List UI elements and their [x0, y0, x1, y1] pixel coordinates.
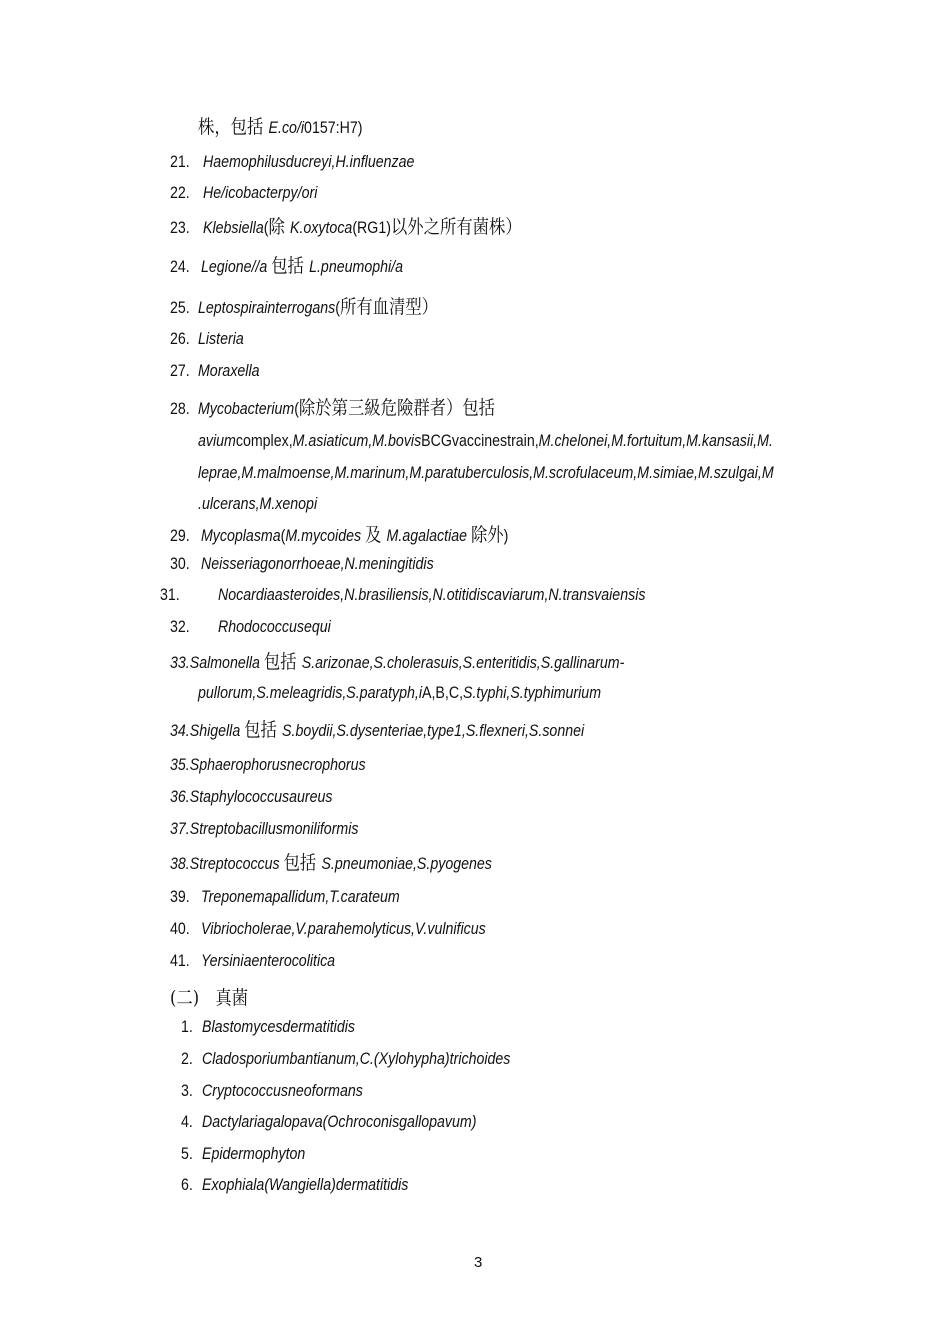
species-name: K.oxytoca	[289, 219, 353, 237]
species-name: M.chelonei,M.fortuitum,M.kansasii,M.	[538, 432, 773, 450]
species-name: S.pneumoniae,S.pyogenes	[321, 855, 492, 873]
species-name: He/icobacterpy/ori	[202, 184, 318, 202]
item-number: 22.	[170, 184, 190, 202]
item-number: 24.	[170, 258, 190, 276]
species-name: Dactylariagalopava(Ochroconisgallopavum)	[201, 1113, 477, 1131]
list-item	[198, 493, 317, 515]
list-item	[170, 216, 522, 239]
chinese-text: 包括	[244, 719, 283, 741]
species-name: 37.Streptobacillusmoniliformis	[170, 820, 359, 838]
list-item	[181, 1080, 363, 1102]
species-name: M.mycoides	[285, 527, 366, 545]
species-name: Moraxella	[197, 362, 260, 380]
species-name: Legione//a	[200, 258, 272, 276]
chinese-text: 包括	[263, 651, 302, 673]
list-item	[181, 1174, 408, 1196]
list-item	[170, 719, 584, 742]
item-number: 27.	[170, 362, 190, 380]
chinese-text: 包括	[283, 852, 322, 874]
list-item	[160, 584, 645, 606]
list-item	[170, 950, 335, 972]
plain-text: (	[263, 219, 269, 237]
species-name: Haemophilusducreyi,H.influenzae	[202, 153, 415, 171]
list-item	[170, 651, 624, 674]
item-number: 29.	[170, 527, 190, 545]
species-name: avium	[198, 432, 236, 450]
species-name: Exophiala(Wangiella)dermatitidis	[201, 1176, 409, 1194]
list-item	[170, 918, 486, 940]
item-number: 41.	[170, 952, 190, 970]
species-name: 36.Staphylococcusaureus	[170, 788, 333, 806]
item-number: 21.	[170, 153, 190, 171]
item-number: 2.	[181, 1050, 193, 1068]
species-name: L.pneumophi/a	[309, 258, 403, 276]
list-item	[170, 616, 331, 638]
plain-text: A,B,C,	[422, 684, 464, 702]
chinese-text: 包括	[271, 255, 310, 277]
plain-text: complex,	[235, 432, 293, 450]
plain-text: (	[335, 299, 340, 317]
list-item	[198, 462, 774, 484]
species-name: E.co/i	[268, 119, 305, 137]
plain-text: (	[280, 527, 286, 545]
item-number: 5.	[181, 1145, 193, 1163]
chinese-text: 真菌	[199, 987, 249, 1009]
species-name: 38.Streptococcus	[170, 855, 284, 873]
species-name: Klebsiella	[202, 219, 264, 237]
species-name: Cryptococcusneoformans	[201, 1082, 363, 1100]
list-item	[170, 296, 438, 319]
species-name: leprae,M.malmoense,M.marinum,M.paratuberculosis,M.scrofulaceum,M.simiae,M.szulgai,M	[198, 464, 774, 482]
list-item	[198, 430, 773, 452]
species-name: Epidermophyton	[201, 1145, 306, 1163]
species-name: Mycobacterium	[197, 400, 295, 418]
species-name: Cladosporiumbantianum,C.(Xylohypha)trichoides	[201, 1050, 511, 1068]
plain-text: BCGvaccinestrain,	[421, 432, 539, 450]
list-item	[181, 1111, 476, 1133]
item-number: 23.	[170, 219, 190, 237]
list-item	[181, 1048, 510, 1070]
plain-text: (	[294, 400, 299, 418]
species-name: Vibriocholerae,V.parahemolyticus,V.vulnificus	[200, 920, 486, 938]
species-name: pullorum,S.meleagridis,S.paratyph,i	[198, 684, 423, 702]
chinese-text: 株，包括	[198, 116, 269, 138]
species-name: Nocardiaasteroides,N.brasiliensis,N.otitidiscaviarum,N.transvaiensis	[217, 586, 646, 604]
species-name: M.agalactiae	[386, 527, 471, 545]
list-item	[170, 182, 317, 204]
list-item	[170, 553, 434, 575]
species-name: 33.Salmonella	[170, 654, 264, 672]
species-name: Listeria	[197, 330, 244, 348]
item-number: 3.	[181, 1082, 193, 1100]
list-item	[170, 360, 260, 382]
item-number: 39.	[170, 888, 190, 906]
species-name: Leptospirainterrogans	[197, 299, 336, 317]
species-name: Neisseriagonorrhoeae,N.meningitidis	[200, 555, 434, 573]
species-name: Rhodococcusequi	[217, 618, 331, 636]
list-item	[170, 852, 492, 875]
item-number: 28.	[170, 400, 190, 418]
chinese-text: 及	[365, 524, 387, 546]
list-item	[181, 1143, 305, 1165]
item-number: 25.	[170, 299, 190, 317]
list-item	[170, 987, 248, 1010]
item-number: 4.	[181, 1113, 193, 1131]
chinese-text: 以外之所有菌株）	[390, 216, 522, 238]
species-name: S.boydii,S.dysenteriae,type1,S.flexneri,S.sonnei	[282, 722, 585, 740]
species-name: 35.Sphaerophorusnecrophorus	[170, 756, 366, 774]
list-item	[198, 116, 362, 139]
species-name: S.arizonae,S.cholerasuis,S.enteritidis,S.gallinarum-	[301, 654, 625, 672]
chinese-text: (二)	[170, 987, 200, 1009]
list-item	[181, 1016, 355, 1038]
chinese-text: 除於第三級危險群者）包括	[298, 397, 496, 419]
item-number: 32.	[170, 618, 190, 636]
item-number: 6.	[181, 1176, 193, 1194]
item-number: 26.	[170, 330, 190, 348]
species-name: Yersiniaenterocolitica	[200, 952, 336, 970]
species-name: .ulcerans,M.xenopi	[198, 495, 318, 513]
list-item	[170, 524, 508, 547]
species-name: Mycoplasma	[200, 527, 281, 545]
list-item	[170, 786, 332, 808]
list-item	[170, 151, 414, 173]
item-number: 31.	[160, 586, 180, 604]
species-name: Treponemapallidum,T.carateum	[200, 888, 400, 906]
plain-text: )	[503, 527, 509, 545]
page-number: 3	[474, 1254, 483, 1271]
chinese-text: 除	[268, 216, 290, 238]
list-item	[170, 397, 495, 420]
list-item	[170, 818, 359, 840]
species-name: S.typhi,S.typhimurium	[463, 684, 602, 702]
species-name: M.asiaticum,M.bovis	[292, 432, 422, 450]
list-item	[198, 682, 601, 704]
chinese-text: 所有血清型）	[339, 296, 439, 318]
species-name: Blastomycesdermatitidis	[201, 1018, 355, 1036]
item-number: 40.	[170, 920, 190, 938]
plain-text: 0157:H7)	[304, 119, 363, 137]
item-number: 1.	[181, 1018, 193, 1036]
list-item	[170, 328, 244, 350]
list-item	[170, 255, 403, 278]
item-number: 30.	[170, 555, 190, 573]
chinese-text: 除外	[470, 524, 504, 546]
list-item	[170, 886, 400, 908]
plain-text: (RG1)	[352, 219, 391, 237]
species-name: 34.Shigella	[170, 722, 245, 740]
list-item	[170, 754, 366, 776]
